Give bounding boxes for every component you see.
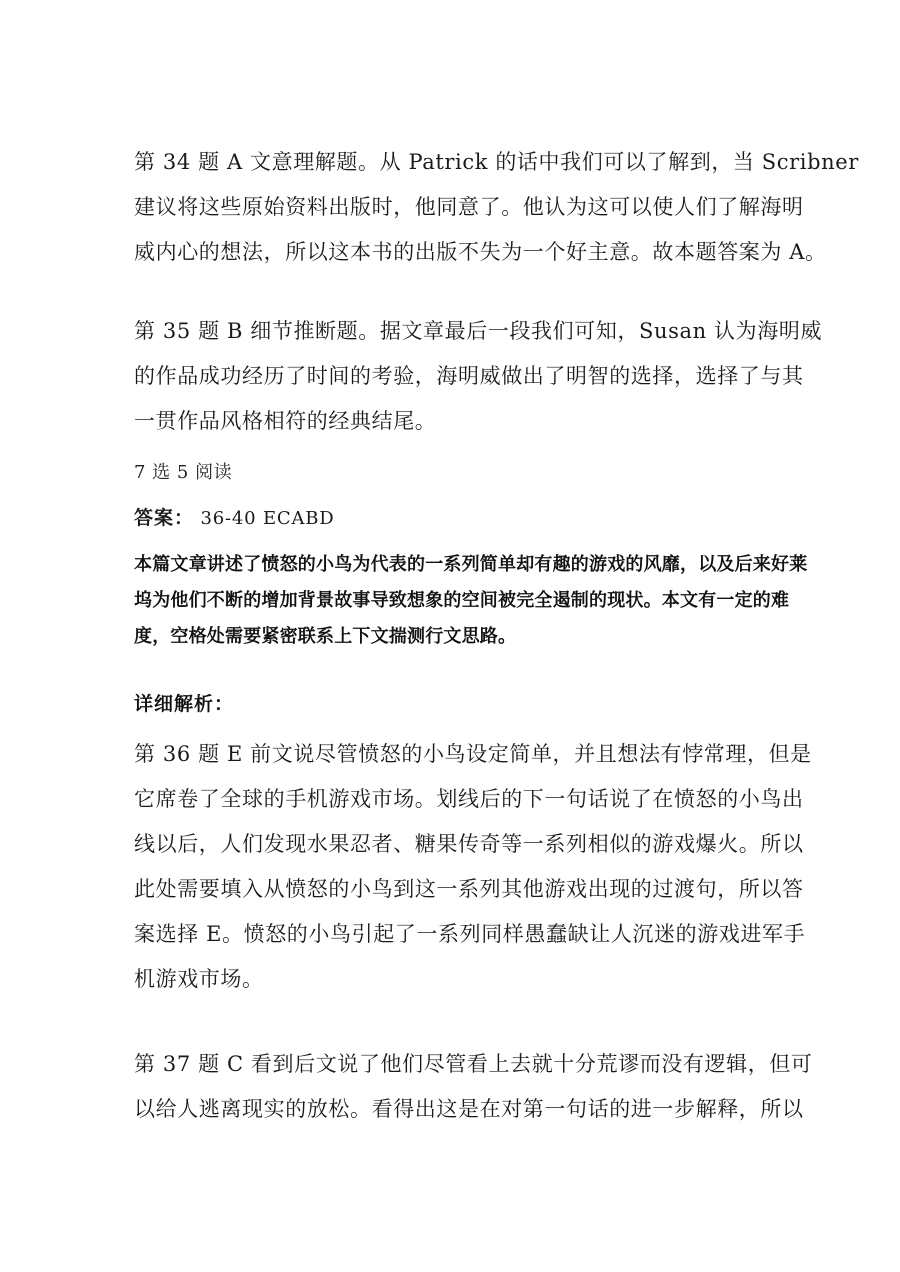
q34-paragraph (134, 140, 859, 275)
q36-paragraph (134, 732, 812, 1002)
q36-line: 此处需要填入从愤怒的小鸟到这一系列其他游戏出现的过渡句，所以答 (134, 877, 804, 901)
q35-line: 一贯作品风格相符的经典结尾。 (134, 409, 437, 433)
summary-paragraph (134, 547, 808, 655)
q36-line: 机游戏市场。 (134, 967, 264, 991)
summary-line: 本篇文章讲述了愤怒的小鸟为代表的一系列简单却有趣的游戏的风靡，以及后来好莱 (134, 554, 808, 575)
q35-paragraph (134, 309, 823, 444)
q36-line: 它席卷了全球的手机游戏市场。划线后的下一句话说了在愤怒的小鸟出 (134, 787, 804, 811)
q35-line: 第 35 题 B 细节推断题。据文章最后一段我们可知，Susan 认为海明威 (134, 319, 823, 343)
summary-line: 度，空格处需要紧密联系上下文揣测行文思路。 (134, 626, 517, 647)
answer-line (134, 505, 335, 532)
answer-value: 36-40 ECABD (194, 508, 335, 529)
q34-line: 第 34 题 A 文意理解题。从 Patrick 的话中我们可以了解到，当 Scribner (134, 150, 859, 174)
q34-line: 威内心的想法，所以这本书的出版不失为一个好主意。故本题答案为 A。 (134, 240, 827, 264)
q36-line: 线以后，人们发现水果忍者、糖果传奇等一系列相似的游戏爆火。所以 (134, 832, 804, 856)
q37-line: 第 37 题 C 看到后文说了他们尽管看上去就十分荒谬而没有逻辑，但可 (134, 1052, 813, 1076)
q36-line: 第 36 题 E 前文说尽管愤怒的小鸟设定简单，并且想法有悖常理，但是 (134, 742, 812, 766)
answer-label: 答案： (134, 507, 195, 529)
detail-heading: 详细解析： (134, 693, 235, 715)
q37-paragraph (134, 1042, 813, 1132)
q34-line: 建议将这些原始资料出版时，他同意了。他认为这可以使人们了解海明 (134, 195, 804, 219)
q37-line: 以给人逃离现实的放松。看得出这是在对第一句话的进一步解释，所以 (134, 1097, 804, 1121)
q35-line: 的作品成功经历了时间的考验，海明威做出了明智的选择，选择了与其 (134, 364, 804, 388)
summary-line: 坞为他们不断的增加背景故事导致想象的空间被完全遏制的现状。本文有一定的难 (134, 590, 790, 611)
section-label: 7 选 5 阅读 (134, 462, 233, 483)
q36-line: 案选择 E。愤怒的小鸟引起了一系列同样愚蠢缺让人沉迷的游戏进军手 (134, 922, 806, 946)
